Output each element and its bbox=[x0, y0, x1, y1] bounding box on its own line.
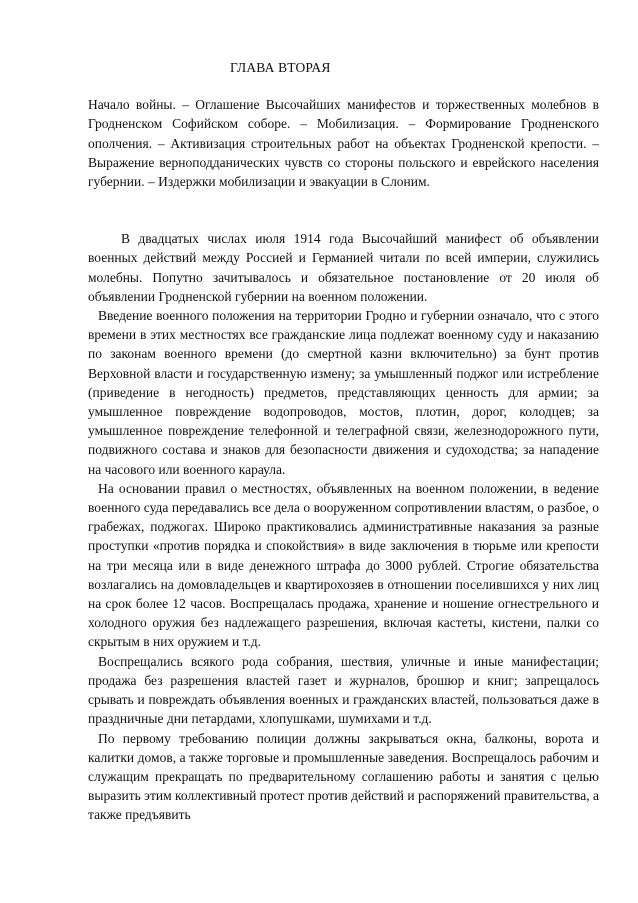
chapter-title: ГЛАВА ВТОРАЯ bbox=[230, 60, 331, 75]
paragraph-2: Введение военного положения на территории Гродно и губернии означало, что с этого времени в этих местностях все гражданские лица подлежат военному суду и наказанию по законам военного времени (до смертной казни включительно) за бунт против Верховной власти и государственную измену; за умышленный поджог или истребление (приведение в негодность) предметов, представляющих ценность для армии; за умышленное повреждение водопроводов, мостов, плотин, дорог, колодцев; за умышленное повреждение телефонной и телеграфной связи, железнодорожного пути, подвижного состава и знаков для безопасности движения и судоходства; за нападение на часового или военного караула. bbox=[88, 308, 599, 477]
paragraph-1: В двадцатых числах июля 1914 года Высочайший манифест об объявлении военных действий между Россией и Германией читали по всей империи, служились молебны. Попутно зачитывалось и обязательное постановление от 20 июля об объявлении Гродненской губернии на военном положении. bbox=[88, 231, 599, 304]
chapter-summary: Начало войны. – Оглашение Высочайших манифестов и торжественных молебнов в Гродненском Софийском соборе. – Мобилизация. – Формирование Гродненского ополчения. – Активизация строительных работ на объектах Гродненской крепости. – Выражение верноподданических чувств со стороны польского и еврейского населения губернии. – Издержки мобилизации и эвакуации в Слоним. bbox=[88, 97, 599, 190]
paragraph-4: Воспрещались всякого рода собрания, шествия, уличные и иные манифестации; продажа без разрешения властей газет и журналов, брошюр и книг; запрещалось срывать и повреждать объявления военных и гражданских властей, пользоваться даже в праздничные дни петардами, хлопушками, шумихами и т.д. bbox=[88, 653, 599, 727]
document-page bbox=[88, 58, 599, 825]
paragraph-5: По первому требованию полиции должны закрываться окна, балконы, ворота и калитки домов, а также торговые и промышленные заведения. Воспрещалось рабочим и служащим прекращать по предварительному соглашению работы и занятия с целью выразить этим коллективный протест против действий и распоряжений правительства, а также предъявить bbox=[88, 730, 599, 823]
paragraph-3: На основании правил о местностях, объявленных на военном положении, в ведение военного суда передавались все дела о вооруженном сопротивлении властям, о разбое, о грабежах, поджогах. Широко практиковались административные наказания за разные проступки «против порядка и спокойствия» в виде заключения в тюрьме или крепости на три месяца или в виде денежного штрафа до 3000 рублей. Строгие обязательства возлагались на домовладельцев и квартирохозяев в отношении поселившихся у них лиц на срок более 12 часов. Воспрещалась продажа, хранение и ношение огнестрельного и холодного оружия без надлежащего разрешения, включая кастеты, кистени, палки со скрытым в них оружием и т.д. bbox=[88, 480, 599, 650]
